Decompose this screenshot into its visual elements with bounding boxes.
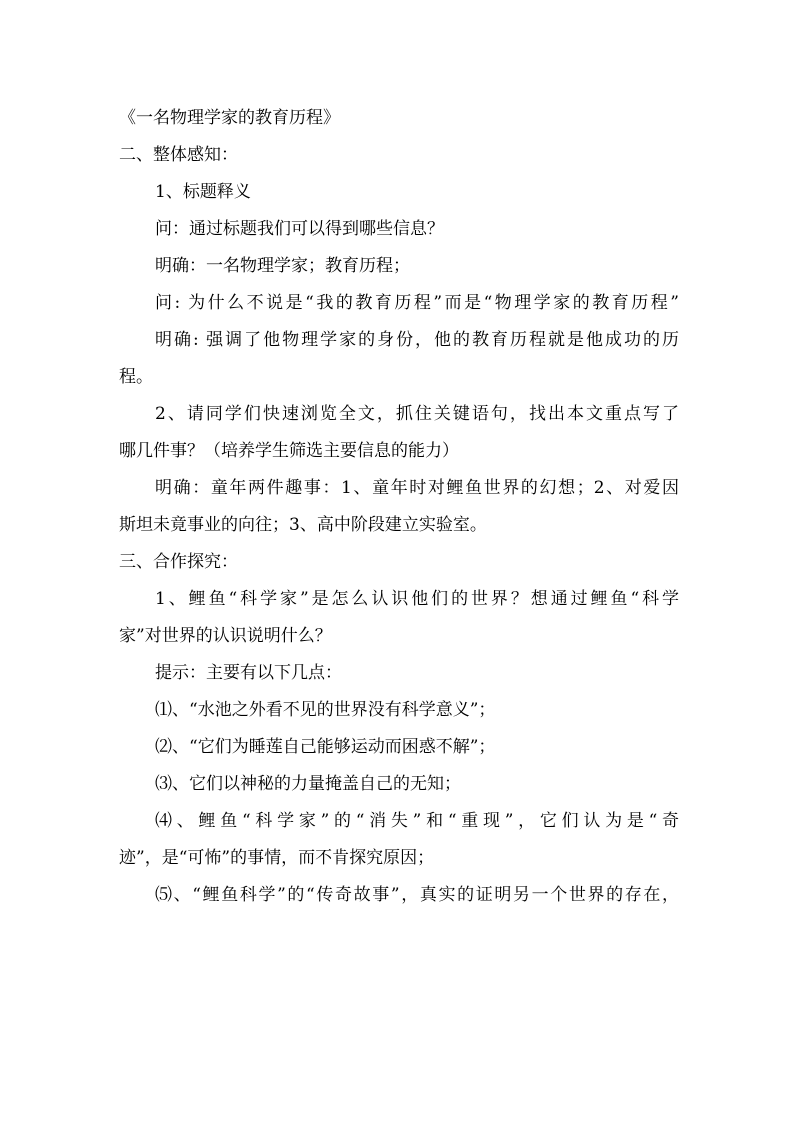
answer-title-info: 明确：一名物理学家；教育历程； [155, 256, 410, 276]
answer-why-title-line2: 程。 [119, 367, 153, 387]
hint-text: 提示：主要有以下几点： [155, 663, 342, 683]
question-carp-scientist-line2: 家”对世界的认识说明什么？ [119, 626, 332, 646]
section-heading-overview: 二、整体感知： [119, 145, 238, 165]
point-5: ⑸、“鲤鱼科学”的“传奇故事”，真实的证明另一个世界的存在， [155, 885, 679, 905]
item-key-events-line1: 2、请同学们快速浏览全文，抓住关键语句，找出本文重点写了 [155, 404, 679, 424]
answer-why-title-line1: 明确: 强调了他物理学家的身份，他的教育历程就是他成功的历 [155, 330, 679, 350]
point-4-line2: 迹”，是“可怖”的事情，而不肯探究原因； [119, 848, 435, 868]
item-title-explanation: 1、标题释义 [155, 182, 251, 202]
question-carp-scientist-line1: 1、鲤鱼“科学家”是怎么认识他们的世界？想通过鲤鱼“科学 [155, 589, 679, 609]
document-title: 《一名物理学家的教育历程》 [119, 108, 340, 128]
point-1: ⑴、“水池之外看不见的世界没有科学意义”； [155, 700, 496, 720]
answer-key-events-line2: 斯坦未竟事业的向往；3、高中阶段建立实验室。 [119, 515, 487, 535]
item-key-events-line2: 哪几件事？（培养学生筛选主要信息的能力） [119, 441, 459, 461]
question-title-info: 问：通过标题我们可以得到哪些信息？ [155, 219, 444, 239]
point-3: ⑶、它们以神秘的力量掩盖自己的无知； [155, 774, 461, 794]
answer-key-events-line1: 明确：童年两件趣事：1、童年时对鲤鱼世界的幻想；2、对爱因 [155, 478, 679, 498]
section-heading-cooperation: 三、合作探究： [119, 552, 238, 572]
point-4-line1: ⑷、鲤鱼“科学家”的“消失”和“重现”，它们认为是“奇 [155, 811, 679, 831]
point-2: ⑵、“它们为睡莲自己能够运动而困惑不解”； [155, 737, 496, 757]
document-body [119, 100, 679, 914]
question-why-title: 问: 为什么不说是“我的教育历程”而是“物理学家的教育历程” [155, 293, 679, 313]
